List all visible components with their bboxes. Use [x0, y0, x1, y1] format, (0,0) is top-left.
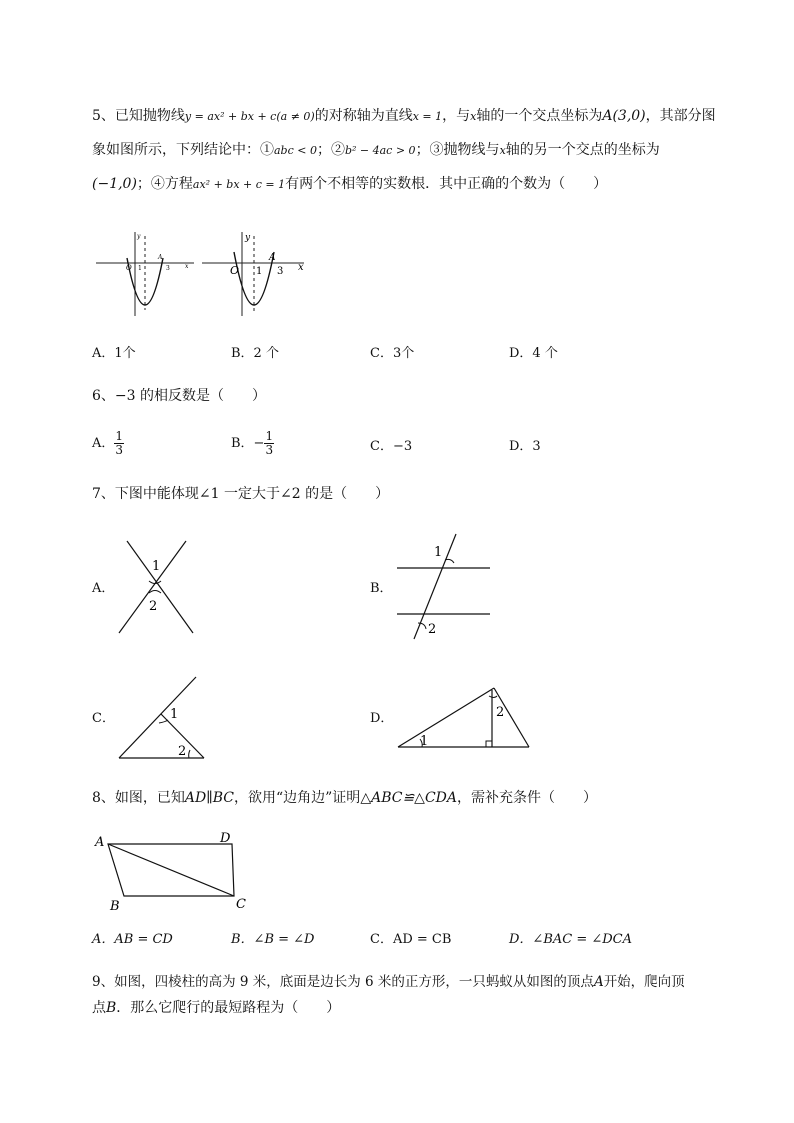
parabola-equation: y = ax² + bx + c(a ≠ 0)	[184, 110, 315, 123]
svg-text:1: 1	[420, 734, 429, 749]
svg-text:x: x	[185, 263, 189, 270]
svg-text:2: 2	[496, 705, 505, 720]
q7-figure-c	[116, 676, 208, 760]
fraction: $\frac{1}{3}$	[265, 429, 274, 457]
q5-option-a[interactable]: A．1个	[92, 346, 136, 361]
point-a: A(3,0)	[602, 108, 646, 124]
svg-text:A: A	[95, 835, 105, 850]
svg-text:1: 1	[138, 265, 142, 272]
svg-text:2: 2	[149, 599, 158, 614]
q6-option-b[interactable]: B．− $\frac{1}{3}$	[231, 429, 274, 457]
parabola-graph-small	[96, 230, 196, 320]
svg-text:1: 1	[256, 266, 263, 277]
svg-text:B: B	[110, 899, 120, 914]
svg-text:3: 3	[277, 266, 284, 277]
svg-text:D: D	[220, 831, 231, 846]
q5-option-d[interactable]: D．4 个	[509, 346, 558, 361]
q7-figure-a	[116, 538, 196, 636]
q7-option-a-label[interactable]: A．	[92, 581, 115, 596]
q5-line-1: 5、已知抛物线y = ax² + bx + c(a ≠ 0)的对称轴为直线x = 1，与x轴的一个交点坐标为A(3,0)，其部分图	[92, 108, 716, 124]
q9-line-2: 点B．那么它爬行的最短路程为（ ）	[92, 1000, 341, 1016]
q6-option-c[interactable]: C．−3	[370, 439, 413, 454]
q6-option-d[interactable]: D．3	[509, 439, 541, 454]
axis-of-symmetry: x = 1	[412, 110, 443, 123]
svg-text:C: C	[236, 897, 246, 912]
svg-text:3: 3	[166, 265, 170, 272]
q8-option-d[interactable]: D．∠BAC = ∠DCA	[509, 932, 633, 947]
q8-option-a[interactable]: A．AB = CD	[92, 932, 173, 947]
q9-line-1: 9、如图，四棱柱的高为 9 米，底面是边长为 6 米的正方形，一只蚂蚁从如图的顶点A开始，爬向顶	[92, 974, 685, 990]
svg-text:O: O	[126, 264, 132, 272]
svg-text:2: 2	[178, 744, 187, 759]
svg-text:y: y	[245, 233, 251, 243]
q8-text: 8、如图，已知AD∥BC，欲用“边角边”证明△ABC≌△CDA，需补充条件（ ）	[92, 790, 597, 806]
q5-line-3: (−1,0)；④方程ax² + bx + c = 1有两个不相等的实数根．其中正确的个数为（ ）	[92, 176, 608, 192]
q7-figure-b	[394, 530, 494, 642]
svg-text:1: 1	[434, 545, 443, 560]
svg-text:A: A	[269, 253, 276, 263]
svg-text:A: A	[158, 254, 163, 261]
q7-option-c-label[interactable]: C．	[92, 711, 115, 726]
q8-option-c[interactable]: C．AD = CB	[370, 932, 452, 947]
parallelogram-figure	[92, 828, 262, 912]
fraction: $\frac{1}{3}$	[115, 429, 124, 457]
svg-text:y: y	[137, 233, 141, 240]
svg-text:1: 1	[152, 559, 161, 574]
q7-figure-d	[396, 686, 532, 750]
q6-text: 6、−3 的相反数是（ ）	[92, 388, 266, 404]
svg-text:1: 1	[170, 707, 179, 722]
q5-line-2: 象如图所示，下列结论中：①abc < 0；②b² − 4ac > 0；③抛物线与x轴的另一个交点的坐标为	[92, 142, 660, 158]
q8-option-b[interactable]: B．∠B = ∠D	[231, 932, 315, 947]
svg-text:2: 2	[428, 622, 437, 637]
parabola-graph-large	[200, 230, 310, 320]
q5-option-b[interactable]: B．2 个	[231, 346, 279, 361]
q7-text: 7、下图中能体现∠1 一定大于∠2 的是（ ）	[92, 486, 390, 502]
svg-text:O: O	[230, 264, 240, 277]
q5-option-c[interactable]: C．3个	[370, 346, 415, 361]
q6-option-a[interactable]: A． $\frac{1}{3}$	[92, 429, 124, 457]
q7-option-d-label[interactable]: D．	[370, 711, 394, 726]
svg-text:x: x	[298, 262, 304, 273]
q7-option-b-label[interactable]: B．	[370, 581, 393, 596]
